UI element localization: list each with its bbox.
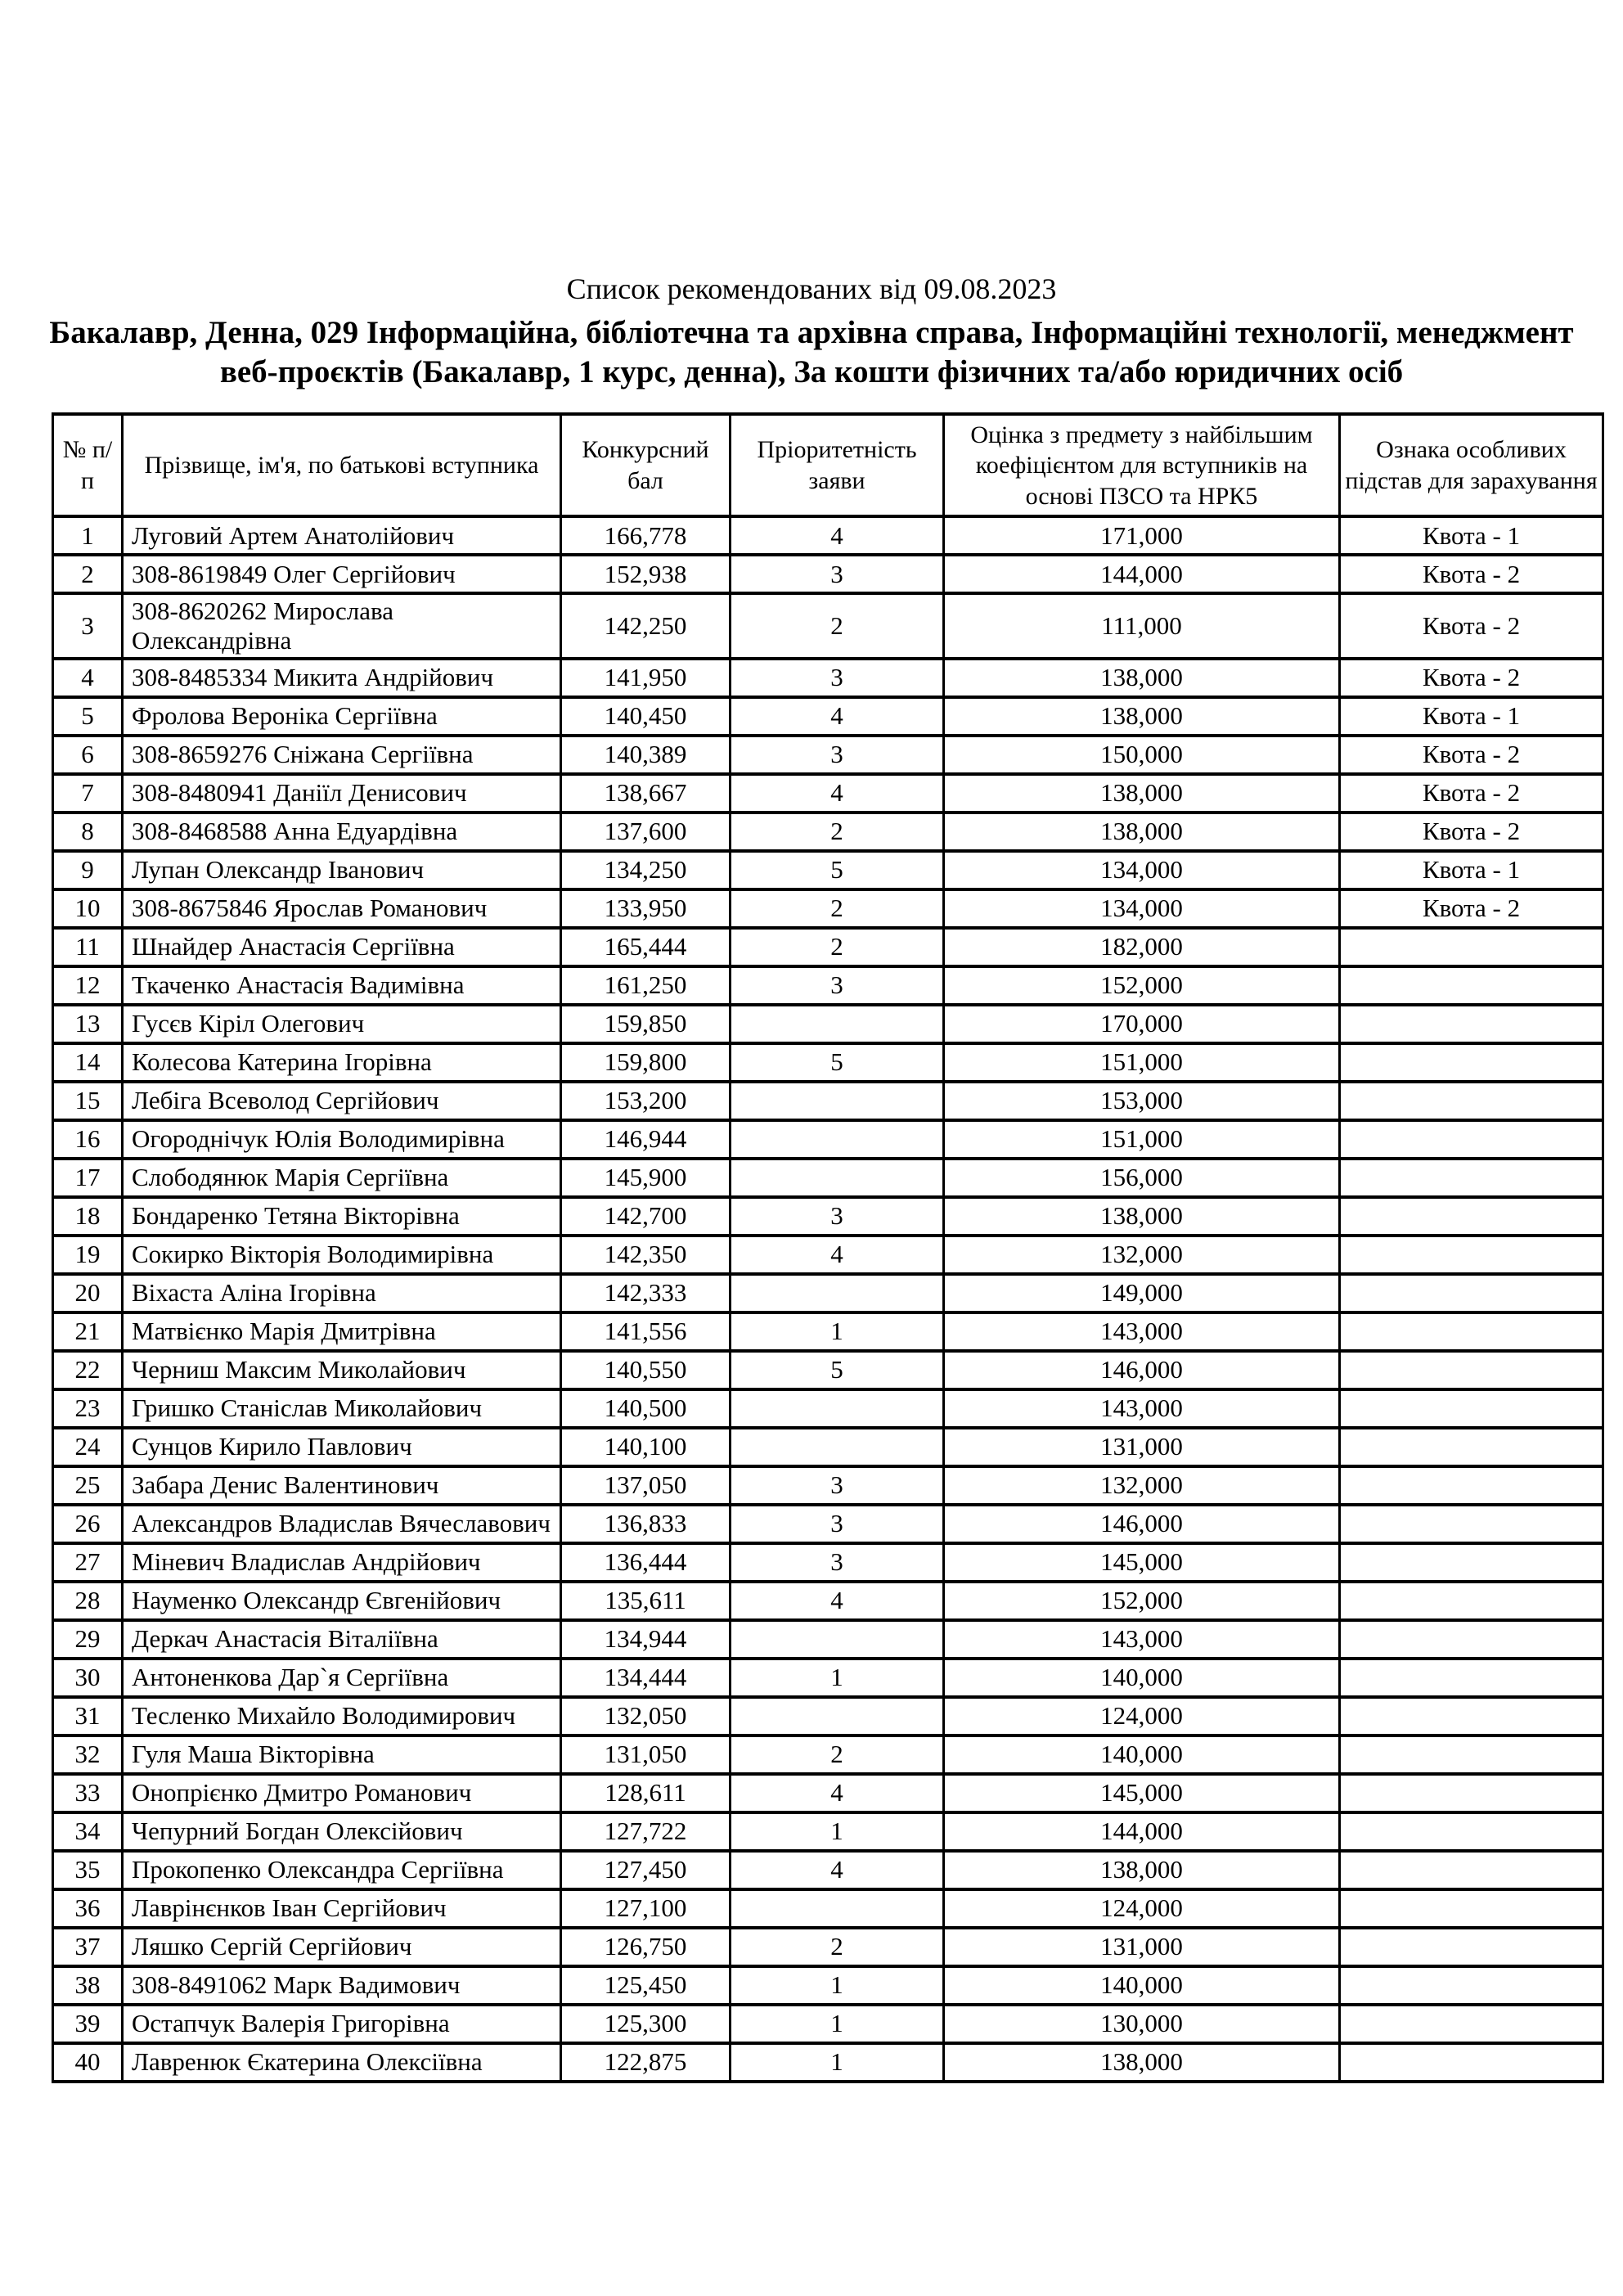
cell-name: 308-8675846 Ярослав Романович <box>123 889 561 928</box>
table-row <box>53 928 1603 966</box>
cell-priority: 4 <box>731 516 944 555</box>
cell-grade: 149,000 <box>944 1274 1340 1312</box>
cell-grade: 132,000 <box>944 1466 1340 1505</box>
cell-priority <box>731 1889 944 1928</box>
cell-name: Науменко Олександр Євгенійович <box>123 1582 561 1620</box>
cell-name: Лебіга Всеволод Сергійович <box>123 1082 561 1120</box>
table-row <box>53 659 1603 697</box>
cell-quota <box>1340 1697 1603 1736</box>
cell-priority: 4 <box>731 1582 944 1620</box>
cell-score: 134,944 <box>561 1620 731 1659</box>
cell-priority: 4 <box>731 1851 944 1889</box>
cell-grade: 182,000 <box>944 928 1340 966</box>
cell-score: 127,722 <box>561 1812 731 1851</box>
table-row <box>53 1043 1603 1082</box>
cell-quota: Квота - 2 <box>1340 736 1603 774</box>
cell-score: 127,450 <box>561 1851 731 1889</box>
document-subtitle: Бакалавр, Денна, 029 Інформаційна, бібліотечна та архівна справа, Інформаційні технології, менеджмент веб-проєктів (Бакалавр, 1 курс, денна), За кошти фізичних та/або юридичних осіб <box>49 315 1574 389</box>
table-body <box>53 516 1603 2081</box>
cell-name: Слободянюк Марія Сергіївна <box>123 1159 561 1197</box>
cell-num: 9 <box>53 851 123 889</box>
cell-grade: 138,000 <box>944 1851 1340 1889</box>
cell-score: 125,450 <box>561 1966 731 2005</box>
cell-grade: 134,000 <box>944 889 1340 928</box>
cell-quota <box>1340 2043 1603 2082</box>
cell-quota: Квота - 2 <box>1340 555 1603 593</box>
cell-priority: 3 <box>731 659 944 697</box>
cell-priority: 1 <box>731 1312 944 1351</box>
table-row <box>53 2043 1603 2082</box>
cell-grade: 140,000 <box>944 1659 1340 1697</box>
cell-name: Остапчук Валерія Григорівна <box>123 2005 561 2043</box>
cell-quota: Квота - 1 <box>1340 697 1603 736</box>
cell-score: 134,250 <box>561 851 731 889</box>
cell-priority: 4 <box>731 1236 944 1274</box>
cell-num: 10 <box>53 889 123 928</box>
cell-score: 159,800 <box>561 1043 731 1082</box>
table-row <box>53 1351 1603 1389</box>
cell-grade: 143,000 <box>944 1312 1340 1351</box>
cell-name: Міневич Владислав Андрійович <box>123 1543 561 1582</box>
cell-priority: 3 <box>731 1505 944 1543</box>
cell-score: 140,389 <box>561 736 731 774</box>
cell-quota <box>1340 1736 1603 1774</box>
cell-priority: 2 <box>731 593 944 658</box>
cell-grade: 138,000 <box>944 697 1340 736</box>
cell-score: 126,750 <box>561 1928 731 1966</box>
cell-score: 166,778 <box>561 516 731 555</box>
cell-num: 6 <box>53 736 123 774</box>
col-header-priority: Пріоритетність заяви <box>731 414 944 516</box>
cell-score: 133,950 <box>561 889 731 928</box>
cell-name: Фролова Вероніка Сергіївна <box>123 697 561 736</box>
table-row <box>53 1197 1603 1236</box>
cell-num: 15 <box>53 1082 123 1120</box>
cell-name: 308-8620262 Мирослава Олександрівна <box>123 593 561 658</box>
table-row <box>53 516 1603 555</box>
cell-quota <box>1340 1543 1603 1582</box>
cell-quota: Квота - 2 <box>1340 659 1603 697</box>
cell-quota <box>1340 1005 1603 1043</box>
cell-score: 145,900 <box>561 1159 731 1197</box>
cell-name: Сунцов Кирило Павлович <box>123 1428 561 1466</box>
cell-quota: Квота - 2 <box>1340 813 1603 851</box>
cell-name: 308-8659276 Сніжана Сергіївна <box>123 736 561 774</box>
cell-priority: 3 <box>731 1197 944 1236</box>
cell-grade: 144,000 <box>944 555 1340 593</box>
table-header-row <box>53 414 1603 516</box>
table-row <box>53 1774 1603 1812</box>
cell-quota <box>1340 1505 1603 1543</box>
cell-grade: 140,000 <box>944 1736 1340 1774</box>
table-row <box>53 1851 1603 1889</box>
cell-num: 37 <box>53 1928 123 1966</box>
cell-name: Віхаста Аліна Ігорівна <box>123 1274 561 1312</box>
cell-priority: 1 <box>731 1812 944 1851</box>
cell-priority: 3 <box>731 1543 944 1582</box>
cell-score: 142,350 <box>561 1236 731 1274</box>
table-row <box>53 851 1603 889</box>
cell-score: 142,250 <box>561 593 731 658</box>
cell-name: Забара Денис Валентинович <box>123 1466 561 1505</box>
cell-num: 26 <box>53 1505 123 1543</box>
cell-name: Бондаренко Тетяна Вікторівна <box>123 1197 561 1236</box>
table-row <box>53 1812 1603 1851</box>
cell-quota <box>1340 1582 1603 1620</box>
cell-priority <box>731 1082 944 1120</box>
cell-num: 32 <box>53 1736 123 1774</box>
cell-score: 136,833 <box>561 1505 731 1543</box>
cell-grade: 138,000 <box>944 774 1340 813</box>
cell-priority <box>731 1274 944 1312</box>
cell-num: 40 <box>53 2043 123 2082</box>
cell-num: 38 <box>53 1966 123 2005</box>
col-header-grade: Оцінка з предмету з найбільшим коефіцієнтом для вступників на основі ПЗСО та НРК5 <box>944 414 1340 516</box>
cell-score: 140,500 <box>561 1389 731 1428</box>
cell-grade: 152,000 <box>944 1582 1340 1620</box>
cell-grade: 138,000 <box>944 1197 1340 1236</box>
cell-num: 25 <box>53 1466 123 1505</box>
cell-quota <box>1340 1082 1603 1120</box>
cell-name: Антоненкова Дар`я Сергіївна <box>123 1659 561 1697</box>
cell-priority <box>731 1620 944 1659</box>
cell-grade: 171,000 <box>944 516 1340 555</box>
cell-quota <box>1340 1236 1603 1274</box>
cell-num: 19 <box>53 1236 123 1274</box>
cell-quota <box>1340 1620 1603 1659</box>
table-row <box>53 1236 1603 1274</box>
cell-num: 5 <box>53 697 123 736</box>
cell-score: 140,550 <box>561 1351 731 1389</box>
cell-score: 142,700 <box>561 1197 731 1236</box>
cell-grade: 138,000 <box>944 813 1340 851</box>
cell-priority: 2 <box>731 928 944 966</box>
cell-quota <box>1340 1889 1603 1928</box>
cell-score: 135,611 <box>561 1582 731 1620</box>
col-header-name: Прізвище, ім'я, по батькові вступника <box>123 414 561 516</box>
table-row <box>53 1543 1603 1582</box>
cell-num: 27 <box>53 1543 123 1582</box>
cell-priority: 1 <box>731 1659 944 1697</box>
cell-grade: 145,000 <box>944 1543 1340 1582</box>
cell-priority: 4 <box>731 697 944 736</box>
cell-grade: 170,000 <box>944 1005 1340 1043</box>
cell-grade: 130,000 <box>944 2005 1340 2043</box>
cell-score: 127,100 <box>561 1889 731 1928</box>
cell-num: 23 <box>53 1389 123 1428</box>
cell-num: 30 <box>53 1659 123 1697</box>
cell-quota: Квота - 2 <box>1340 889 1603 928</box>
table-row <box>53 697 1603 736</box>
document-title: Список рекомендованих від 09.08.2023 <box>566 272 1057 305</box>
cell-priority <box>731 1428 944 1466</box>
cell-quota <box>1340 1351 1603 1389</box>
cell-quota <box>1340 1774 1603 1812</box>
cell-num: 16 <box>53 1120 123 1159</box>
cell-priority: 4 <box>731 1774 944 1812</box>
cell-quota <box>1340 1197 1603 1236</box>
cell-quota: Квота - 1 <box>1340 851 1603 889</box>
cell-quota <box>1340 1812 1603 1851</box>
cell-priority <box>731 1159 944 1197</box>
table-row <box>53 889 1603 928</box>
cell-num: 29 <box>53 1620 123 1659</box>
cell-name: Черниш Максим Миколайович <box>123 1351 561 1389</box>
cell-grade: 131,000 <box>944 1928 1340 1966</box>
cell-priority <box>731 1389 944 1428</box>
cell-num: 22 <box>53 1351 123 1389</box>
cell-score: 138,667 <box>561 774 731 813</box>
cell-name: Ляшко Сергій Сергійович <box>123 1928 561 1966</box>
cell-priority <box>731 1120 944 1159</box>
cell-score: 152,938 <box>561 555 731 593</box>
cell-score: 165,444 <box>561 928 731 966</box>
cell-num: 34 <box>53 1812 123 1851</box>
cell-quota <box>1340 2005 1603 2043</box>
cell-name: Сокирко Вікторія Володимирівна <box>123 1236 561 1274</box>
cell-quota: Квота - 2 <box>1340 774 1603 813</box>
cell-priority: 3 <box>731 1466 944 1505</box>
cell-num: 39 <box>53 2005 123 2043</box>
cell-name: 308-8480941 Даніїл Денисович <box>123 774 561 813</box>
cell-grade: 131,000 <box>944 1428 1340 1466</box>
cell-num: 20 <box>53 1274 123 1312</box>
cell-score: 137,050 <box>561 1466 731 1505</box>
table-row <box>53 1005 1603 1043</box>
cell-grade: 151,000 <box>944 1120 1340 1159</box>
cell-score: 137,600 <box>561 813 731 851</box>
cell-name: Шнайдер Анастасія Сергіївна <box>123 928 561 966</box>
cell-priority: 5 <box>731 1043 944 1082</box>
cell-name: Александров Владислав Вячеславович <box>123 1505 561 1543</box>
table-row <box>53 1082 1603 1120</box>
cell-num: 36 <box>53 1889 123 1928</box>
cell-name: Онопрієнко Дмитро Романович <box>123 1774 561 1812</box>
cell-score: 153,200 <box>561 1082 731 1120</box>
cell-quota <box>1340 1120 1603 1159</box>
cell-priority: 2 <box>731 813 944 851</box>
table-row <box>53 1274 1603 1312</box>
cell-grade: 134,000 <box>944 851 1340 889</box>
cell-num: 24 <box>53 1428 123 1466</box>
table-row <box>53 1389 1603 1428</box>
cell-name: Колесова Катерина Ігорівна <box>123 1043 561 1082</box>
cell-name: Лаврінєнков Іван Сергійович <box>123 1889 561 1928</box>
table-row <box>53 1312 1603 1351</box>
table-row <box>53 1428 1603 1466</box>
cell-num: 21 <box>53 1312 123 1351</box>
table-row <box>53 813 1603 851</box>
cell-quota <box>1340 1389 1603 1428</box>
col-header-num: № п/п <box>53 414 123 516</box>
cell-num: 14 <box>53 1043 123 1082</box>
table-row <box>53 593 1603 658</box>
cell-priority: 5 <box>731 851 944 889</box>
cell-grade: 151,000 <box>944 1043 1340 1082</box>
cell-name: Матвієнко Марія Дмитрівна <box>123 1312 561 1351</box>
table-row <box>53 1659 1603 1697</box>
cell-name: Лупан Олександр Іванович <box>123 851 561 889</box>
table-row <box>53 1697 1603 1736</box>
cell-name: 308-8491062 Марк Вадимович <box>123 1966 561 2005</box>
cell-name: 308-8485334 Микита Андрійович <box>123 659 561 697</box>
cell-grade: 111,000 <box>944 593 1340 658</box>
table-row <box>53 555 1603 593</box>
table-row <box>53 1159 1603 1197</box>
cell-score: 122,875 <box>561 2043 731 2082</box>
cell-score: 159,850 <box>561 1005 731 1043</box>
cell-priority: 1 <box>731 1966 944 2005</box>
cell-num: 18 <box>53 1197 123 1236</box>
col-header-quota: Ознака особливих підстав для зарахування <box>1340 414 1603 516</box>
cell-num: 12 <box>53 966 123 1005</box>
cell-grade: 146,000 <box>944 1351 1340 1389</box>
cell-priority: 1 <box>731 2043 944 2082</box>
cell-name: Гусєв Кіріл Олегович <box>123 1005 561 1043</box>
cell-quota: Квота - 2 <box>1340 593 1603 658</box>
cell-priority: 3 <box>731 555 944 593</box>
table-row <box>53 1736 1603 1774</box>
cell-priority <box>731 1697 944 1736</box>
cell-num: 8 <box>53 813 123 851</box>
cell-score: 125,300 <box>561 2005 731 2043</box>
cell-grade: 138,000 <box>944 659 1340 697</box>
table-row <box>53 1466 1603 1505</box>
table-row <box>53 1582 1603 1620</box>
cell-num: 3 <box>53 593 123 658</box>
cell-grade: 150,000 <box>944 736 1340 774</box>
cell-grade: 124,000 <box>944 1889 1340 1928</box>
cell-quota <box>1340 1428 1603 1466</box>
cell-grade: 156,000 <box>944 1159 1340 1197</box>
cell-num: 7 <box>53 774 123 813</box>
cell-name: Гуля Маша Вікторівна <box>123 1736 561 1774</box>
cell-quota <box>1340 1851 1603 1889</box>
cell-grade: 146,000 <box>944 1505 1340 1543</box>
cell-grade: 138,000 <box>944 2043 1340 2082</box>
cell-score: 141,556 <box>561 1312 731 1351</box>
cell-score: 131,050 <box>561 1736 731 1774</box>
cell-grade: 143,000 <box>944 1620 1340 1659</box>
cell-score: 142,333 <box>561 1274 731 1312</box>
cell-priority: 2 <box>731 1736 944 1774</box>
cell-quota <box>1340 928 1603 966</box>
cell-name: 308-8619849 Олег Сергійович <box>123 555 561 593</box>
cell-name: Гришко Станіслав Миколайович <box>123 1389 561 1428</box>
cell-name: Чепурний Богдан Олексійович <box>123 1812 561 1851</box>
cell-priority <box>731 1005 944 1043</box>
table-row <box>53 1966 1603 2005</box>
cell-name: Ткаченко Анастасія Вадимівна <box>123 966 561 1005</box>
cell-quota <box>1340 966 1603 1005</box>
table-row <box>53 1889 1603 1928</box>
cell-priority: 3 <box>731 966 944 1005</box>
cell-priority: 1 <box>731 2005 944 2043</box>
cell-num: 2 <box>53 555 123 593</box>
cell-grade: 145,000 <box>944 1774 1340 1812</box>
table-row <box>53 774 1603 813</box>
cell-grade: 124,000 <box>944 1697 1340 1736</box>
cell-num: 4 <box>53 659 123 697</box>
cell-num: 28 <box>53 1582 123 1620</box>
col-header-score: Конкурсний бал <box>561 414 731 516</box>
table-row <box>53 966 1603 1005</box>
cell-name: Огороднічук Юлія Володимирівна <box>123 1120 561 1159</box>
cell-num: 1 <box>53 516 123 555</box>
cell-priority: 2 <box>731 889 944 928</box>
cell-priority: 4 <box>731 774 944 813</box>
table-row <box>53 2005 1603 2043</box>
cell-num: 11 <box>53 928 123 966</box>
cell-quota <box>1340 1159 1603 1197</box>
cell-quota <box>1340 1659 1603 1697</box>
cell-quota <box>1340 1928 1603 1966</box>
cell-quota <box>1340 1312 1603 1351</box>
cell-grade: 143,000 <box>944 1389 1340 1428</box>
cell-grade: 152,000 <box>944 966 1340 1005</box>
cell-quota <box>1340 1274 1603 1312</box>
cell-score: 146,944 <box>561 1120 731 1159</box>
cell-quota <box>1340 1043 1603 1082</box>
cell-num: 33 <box>53 1774 123 1812</box>
cell-num: 13 <box>53 1005 123 1043</box>
cell-name: Деркач Анастасія Віталіївна <box>123 1620 561 1659</box>
table-row <box>53 736 1603 774</box>
cell-num: 17 <box>53 1159 123 1197</box>
cell-grade: 132,000 <box>944 1236 1340 1274</box>
cell-score: 128,611 <box>561 1774 731 1812</box>
cell-name: Луговий Артем Анатолійович <box>123 516 561 555</box>
cell-grade: 144,000 <box>944 1812 1340 1851</box>
applicants-table <box>52 412 1604 2082</box>
cell-quota <box>1340 1466 1603 1505</box>
cell-score: 140,100 <box>561 1428 731 1466</box>
cell-name: Лавренюк Єкатерина Олексіївна <box>123 2043 561 2082</box>
cell-score: 132,050 <box>561 1697 731 1736</box>
cell-priority: 2 <box>731 1928 944 1966</box>
cell-priority: 5 <box>731 1351 944 1389</box>
cell-score: 141,950 <box>561 659 731 697</box>
cell-name: 308-8468588 Анна Едуардівна <box>123 813 561 851</box>
table-row <box>53 1620 1603 1659</box>
table-row <box>53 1505 1603 1543</box>
table-row <box>53 1120 1603 1159</box>
cell-quota <box>1340 1966 1603 2005</box>
cell-priority: 3 <box>731 736 944 774</box>
cell-score: 161,250 <box>561 966 731 1005</box>
cell-num: 31 <box>53 1697 123 1736</box>
cell-grade: 153,000 <box>944 1082 1340 1120</box>
cell-num: 35 <box>53 1851 123 1889</box>
cell-score: 136,444 <box>561 1543 731 1582</box>
cell-name: Прокопенко Олександра Сергіївна <box>123 1851 561 1889</box>
table-row <box>53 1928 1603 1966</box>
cell-quota: Квота - 1 <box>1340 516 1603 555</box>
cell-name: Тесленко Михайло Володимирович <box>123 1697 561 1736</box>
cell-score: 140,450 <box>561 697 731 736</box>
cell-grade: 140,000 <box>944 1966 1340 2005</box>
cell-score: 134,444 <box>561 1659 731 1697</box>
